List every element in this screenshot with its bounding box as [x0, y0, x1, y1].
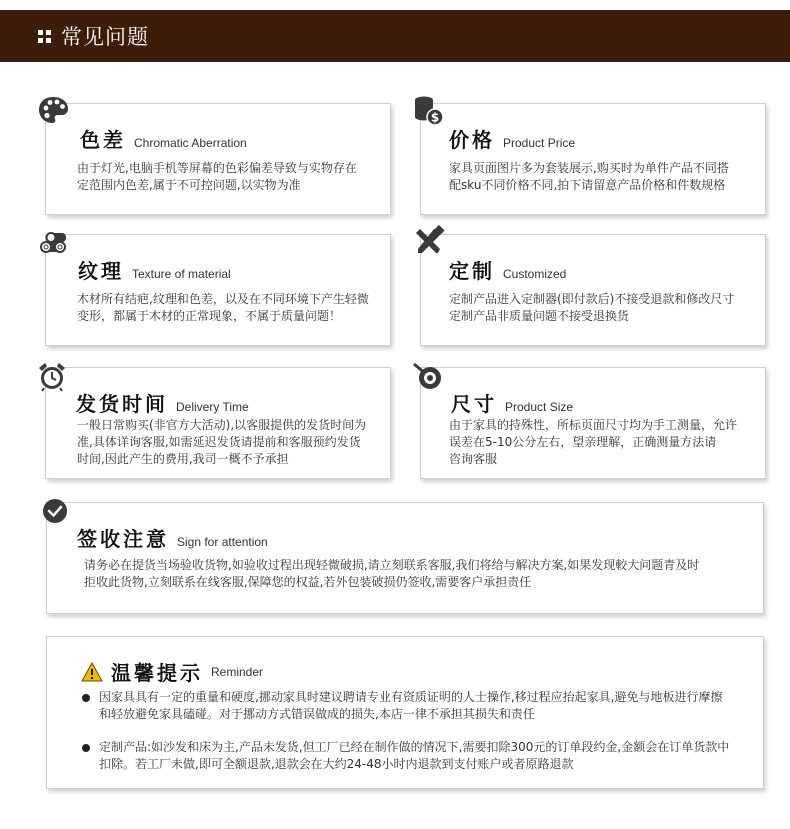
- card-text-line: 定制产品进入定制器(即付款后)不接受退款和修改尺寸: [449, 292, 735, 306]
- card-title-en: Sign for attention: [177, 535, 268, 549]
- card-text-line: 一般日常购买(非官方大活动),以客服提供的发货时间为: [77, 418, 367, 432]
- card-text-line: 木材所有结疤,纹理和色差，以及在不同环境下产生轻微: [77, 292, 369, 306]
- card-title-cn: 温馨提示: [111, 661, 203, 685]
- card-product-price: [420, 103, 766, 215]
- list-item: [82, 739, 729, 773]
- card-text-line: 变形，都属于木材的正常现象，不属于质量问题！: [77, 309, 342, 323]
- tape-measure-icon: [412, 360, 446, 392]
- card-reminder: [46, 636, 764, 789]
- reminder-list: [82, 689, 729, 789]
- card-text-line: 咨询客服: [449, 452, 498, 466]
- card-title-cn: 发货时间: [76, 392, 168, 416]
- card-title-en: Delivery Time: [176, 400, 249, 414]
- faq-header-bar: [0, 10, 790, 62]
- card-title-en: Texture of material: [132, 267, 231, 281]
- svg-text:$: $: [430, 110, 440, 125]
- card-title-cn: 价格: [449, 128, 495, 152]
- list-item: [82, 689, 729, 723]
- coins-price-icon: [412, 95, 446, 127]
- card-text-line: 时间,因此产生的费用,我司一概不予承担: [77, 452, 289, 466]
- card-texture-of-material: [45, 234, 391, 346]
- page-title: 常见问题: [61, 25, 149, 49]
- card-title-cn: 定制: [449, 259, 495, 283]
- wood-logs-icon: [37, 227, 71, 259]
- card-title-cn: 色差: [80, 128, 126, 152]
- card-title-en: Product Price: [503, 136, 576, 150]
- grid-icon: [38, 30, 51, 43]
- card-text-line: 由于灯光,电脑手机等屏幕的色彩偏差导致与实物存在: [77, 161, 357, 175]
- list-item-line: 和轻放避免家具磕碰。对于挪动方式错误做成的损失,本店一律不承担其损失和责任: [99, 707, 535, 721]
- card-chromatic-aberration: [45, 103, 391, 215]
- card-delivery-time: [45, 367, 391, 479]
- card-customized: [420, 234, 766, 346]
- card-text-line: 家具页面图片多为套装展示,购买时为单件产品不同搭: [449, 161, 729, 175]
- checkmark-icon: [41, 496, 75, 528]
- warning-icon: [81, 662, 103, 682]
- card-title-en: Reminder: [211, 664, 264, 679]
- alarm-clock-icon: [37, 361, 71, 393]
- tools-icon: [412, 225, 446, 257]
- card-title-en: Customized: [503, 267, 567, 281]
- bullet-dot: [82, 694, 90, 702]
- card-text-line: 请务必在提货当场验收货物,如验收过程出现轻微破损,请立刻联系客服,我们将给与解决方案,如果发现較大问题青及时: [84, 558, 700, 572]
- card-product-size: [420, 367, 766, 479]
- card-title-cn: 纹理: [78, 259, 124, 283]
- card-text-line: 定制产品非质量问题不接受退换货: [449, 309, 630, 323]
- card-text-line: 准,具体详询客服,如需延迟发货请提前和客服预约发货: [77, 435, 361, 449]
- bullet-dot: [82, 744, 90, 752]
- card-text-line: 定范围内色差,属于不可控问题,以实物为准: [77, 178, 301, 192]
- card-title-en: Product Size: [505, 400, 574, 414]
- card-text-line: 拒收此货物,立刻联系在线客服,保障您的权益,若外包装破损仍签收,需要客户承担责任: [84, 575, 532, 589]
- card-text-line: 由于家具的持殊性，所标页面尺寸均为手工测量，允许: [449, 418, 738, 432]
- list-item-line: 因家具具有一定的重量和硬度,挪动家具时建议聘请专业有资质证明的人士操作,移过程应抬起家具,避免与地板进行摩擦: [99, 690, 723, 704]
- card-text-line: 误差在5-10公分左右，望亲理解，正确测量方法请: [449, 435, 717, 449]
- card-title-cn: 签收注意: [77, 527, 169, 551]
- card-title-cn: 尺寸: [451, 392, 497, 416]
- list-item-line: 扣除。若工厂未做,即可全额退款,退款会在大约24-48小时内退款到支付账户或者原路退款: [99, 757, 574, 771]
- card-title-en: Chromatic Aberration: [134, 136, 247, 150]
- list-item-line: 定制产品:如沙发和床为主,产品未发货,但工厂已经在制作做的情况下,需要扣除300元的订单段约金,金额会在订单货款中: [99, 740, 730, 754]
- card-text-line: 配sku不同价格不同,拍下请留意产品价格和件数规格: [449, 178, 726, 192]
- card-sign-for-attention: [46, 502, 764, 614]
- palette-icon: [37, 95, 71, 127]
